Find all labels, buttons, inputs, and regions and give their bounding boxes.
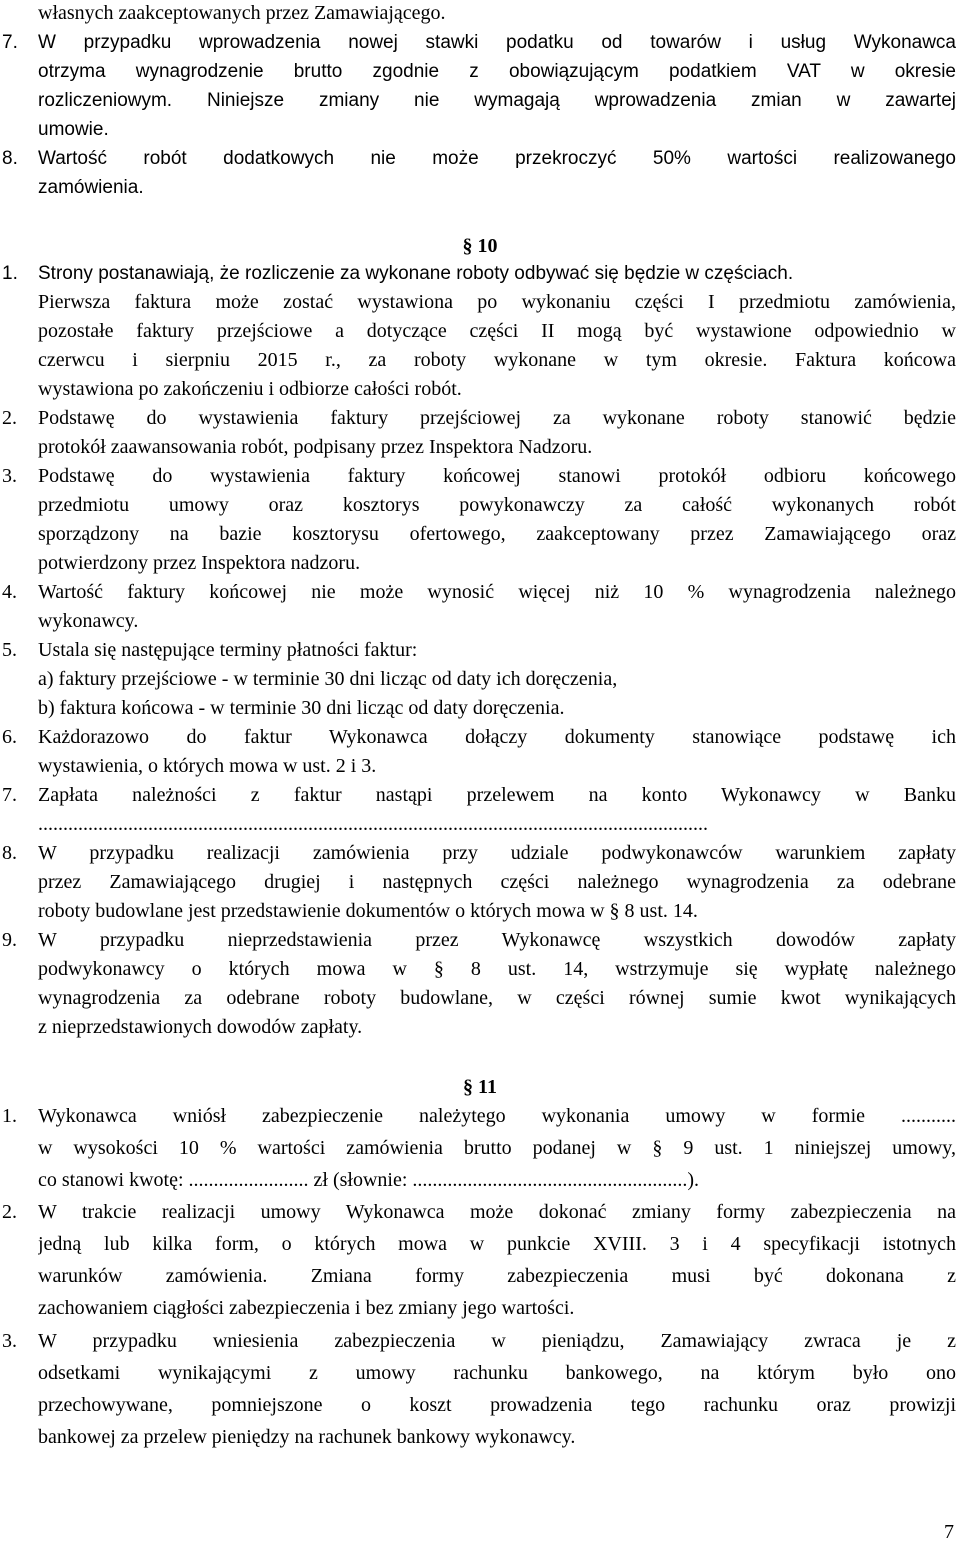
paragraph-line: w wysokości 10 % wartości zamówienia brutto podanej w § 9 ust. 1 niniejszej umowy, (38, 1137, 956, 1159)
paragraph-line: W przypadku realizacji zamówienia przy udziale podwykonawców warunkiem zapłaty (38, 842, 956, 864)
item-number: 4. (2, 581, 17, 603)
paragraph-line: Podstawę do wystawienia faktury końcowej stanowi protokół odbioru końcowego (38, 465, 956, 487)
item-number: 3. (2, 1330, 17, 1352)
item-number: 1. (2, 1105, 17, 1127)
item-number: 9. (2, 929, 17, 951)
paragraph-line: Zapłata należności z faktur nastąpi przelewem na konto Wykonawcy w Banku (38, 784, 956, 806)
paragraph-line: wystawienia, o których mowa w ust. 2 i 3. (38, 755, 377, 777)
paragraph-line: pozostałe faktury przejściowe a dotyczące części II mogą być wystawione odpowiednio w (38, 320, 956, 342)
item-number: 2. (2, 407, 17, 429)
paragraph-line: przechowywane, pomniejszone o koszt prowadzenia tego rachunku oraz prowizji (38, 1394, 956, 1416)
paragraph-line: Podstawę do wystawienia faktury przejściowej za wykonane roboty stanowić będzie (38, 407, 956, 429)
item-number: 2. (2, 1201, 17, 1223)
paragraph-line: warunków zamówienia. Zmiana formy zabezpieczenia musi być dokonana z (38, 1265, 956, 1287)
item-number: 8. (2, 148, 18, 169)
paragraph-line: Wykonawca wniósł zabezpieczenie należytego wykonania umowy w formie ........... (38, 1105, 956, 1127)
paragraph-line: podwykonawcy o których mowa w § 8 ust. 14, wstrzymuje się wypłatę należnego (38, 958, 956, 980)
item-number: 5. (2, 639, 17, 661)
paragraph-line: wykonawcy. (38, 610, 139, 632)
paragraph-line: jedną lub kilka form, o których mowa w punkcie XVIII. 3 i 4 specyfikacji istotnych (38, 1233, 956, 1255)
paragraph-line: W trakcie realizacji umowy Wykonawca może dokonać zmiany formy zabezpieczenia na (38, 1201, 956, 1223)
paragraph-line: protokół zaawansowania robót, podpisany przez Inspektora Nadzoru. (38, 436, 593, 458)
paragraph-line: zamówienia. (38, 177, 144, 198)
paragraph-line: W przypadku nieprzedstawienia przez Wykonawcę wszystkich dowodów zapłaty (38, 929, 956, 951)
paragraph-line: Pierwsza faktura może zostać wystawiona po wykonaniu części I przedmiotu zamówienia, (38, 291, 956, 313)
paragraph-line: Strony postanawiają, że rozliczenie za wykonane roboty odbywać się będzie w częściach. (38, 263, 794, 284)
paragraph-line: W przypadku wniesienia zabezpieczenia w pieniądzu, Zamawiający zwraca je z (38, 1330, 956, 1352)
paragraph-line: roboty budowlane jest przedstawienie dokumentów o których mowa w § 8 ust. 14. (38, 900, 698, 922)
paragraph-line: z nieprzedstawionych dowodów zapłaty. (38, 1016, 363, 1038)
paragraph-line: własnych zaakceptowanych przez Zamawiającego. (38, 2, 446, 24)
section-heading: § 10 (462, 235, 498, 257)
paragraph-line: W przypadku wprowadzenia nowej stawki podatku od towarów i usług Wykonawca (38, 32, 956, 53)
paragraph-line: bankowej za przelew pieniędzy na rachunek bankowy wykonawcy. (38, 1426, 576, 1448)
item-number: 7. (2, 32, 18, 53)
paragraph-line: co stanowi kwotę: ........................ zł (słownie: .......................................................). (38, 1169, 700, 1191)
paragraph-line: wynagrodzenia za odebrane roboty budowlane, w części równej sumie kwot wynikających (38, 987, 956, 1009)
paragraph-line: Wartość faktury końcowej nie może wynosić więcej niż 10 % wynagrodzenia należnego (38, 581, 956, 603)
list-item: a) faktury przejściowe - w terminie 30 dni licząc od daty ich doręczenia, (38, 668, 618, 690)
paragraph-line: przez Zamawiającego drugiej i następnych części należnego wynagrodzenia za odebrane (38, 871, 956, 893)
list-item: b) faktura końcowa - w terminie 30 dni licząc od daty doręczenia. (38, 697, 565, 719)
paragraph-line: odsetkami wynikającymi z umowy rachunku bankowego, na którym było ono (38, 1362, 956, 1384)
paragraph-line: umowie. (38, 119, 109, 140)
paragraph-line: Wartość robót dodatkowych nie może przekroczyć 50% wartości realizowanego (38, 148, 956, 169)
paragraph-line: przedmiotu umowy oraz kosztorys powykonawczy za całość wykonanych robót (38, 494, 956, 516)
paragraph-line: Każdorazowo do faktur Wykonawca dołączy dokumenty stanowiące podstawę ich (38, 726, 956, 748)
page-number: 7 (944, 1521, 954, 1543)
paragraph-line: Ustala się następujące terminy płatności faktur: (38, 639, 418, 661)
item-number: 8. (2, 842, 17, 864)
paragraph-line: ...................................................................................................................................... (38, 813, 708, 835)
paragraph-line: potwierdzony przez Inspektora nadzoru. (38, 552, 361, 574)
item-number: 6. (2, 726, 17, 748)
paragraph-line: sporządzony na bazie kosztorysu ofertowego, zaakceptowany przez Zamawiającego oraz (38, 523, 956, 545)
item-number: 3. (2, 465, 17, 487)
paragraph-line: rozliczeniowym. Niniejsze zmiany nie wymagają wprowadzenia zmian w zawartej (38, 90, 956, 111)
paragraph-line: czerwcu i sierpniu 2015 r., za roboty wykonane w tym okresie. Faktura końcowa (38, 349, 956, 371)
section-heading: § 11 (463, 1076, 497, 1098)
paragraph-line: otrzyma wynagrodzenie brutto zgodnie z obowiązującym podatkiem VAT w okresie (38, 61, 956, 82)
item-number: 1. (2, 263, 18, 284)
paragraph-line: zachowaniem ciągłości zabezpieczenia i bez zmiany jego wartości. (38, 1297, 575, 1319)
item-number: 7. (2, 784, 17, 806)
paragraph-line: wystawiona po zakończeniu i odbiorze całości robót. (38, 378, 462, 400)
